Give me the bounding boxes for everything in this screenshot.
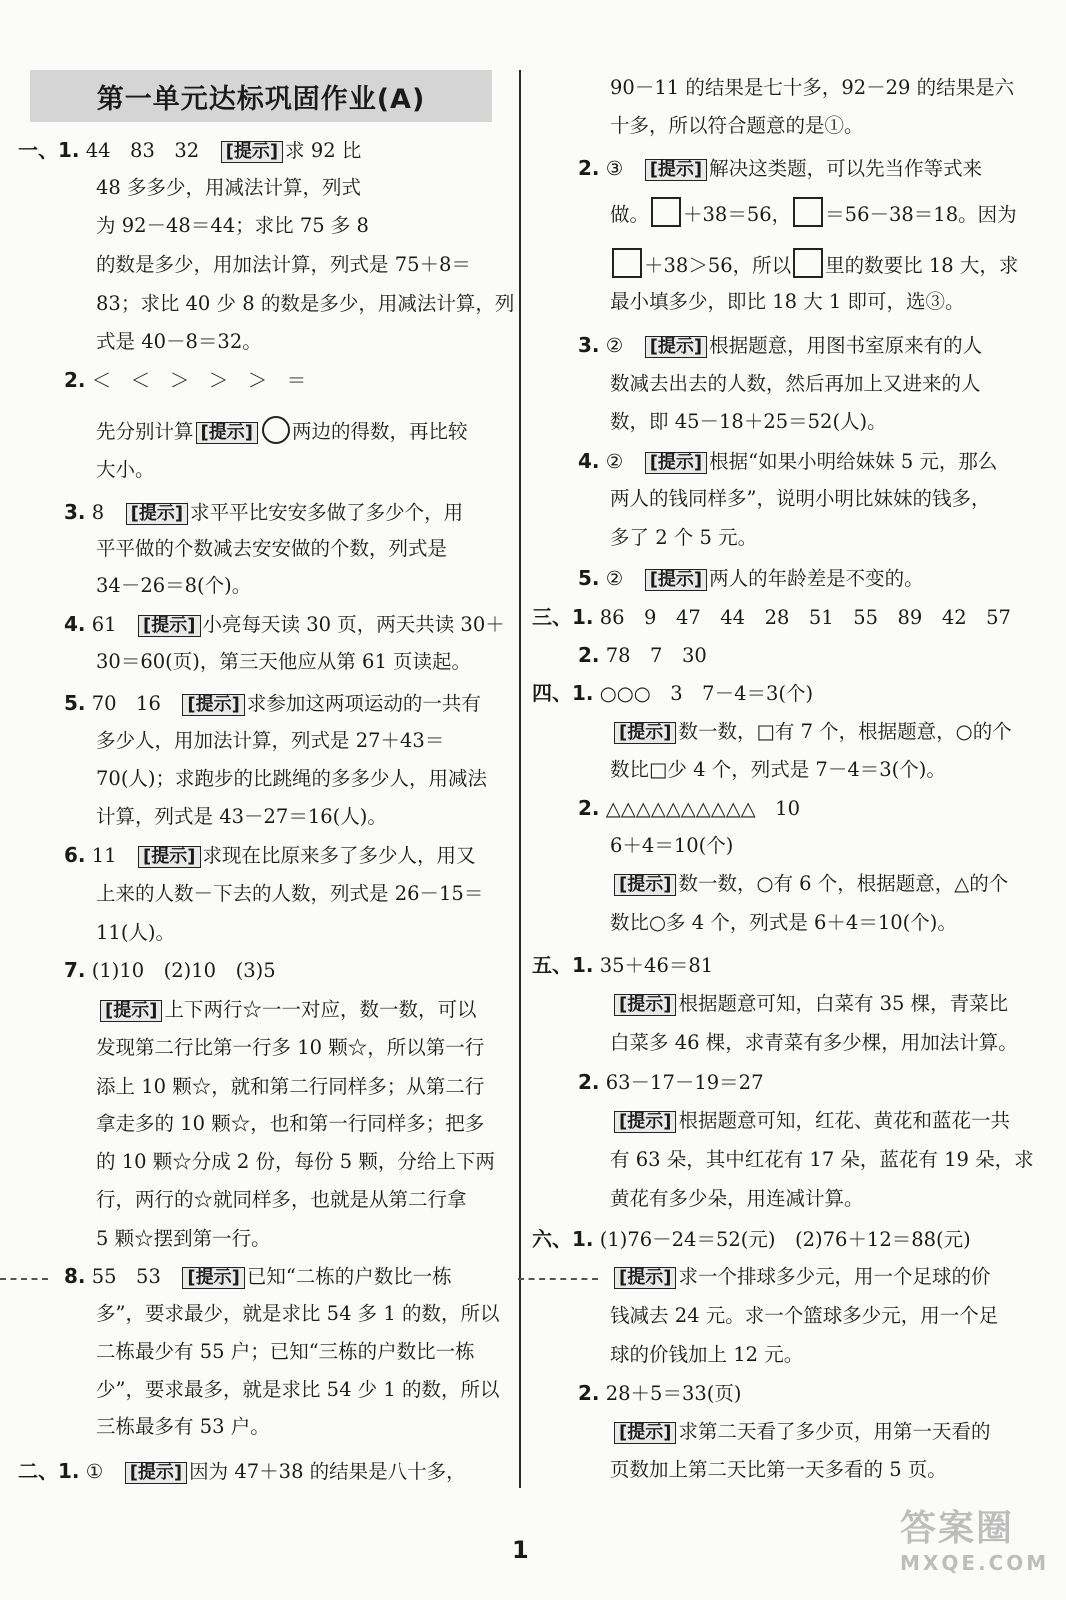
line-text: 平平做的个数减去安安做的个数，列式是	[96, 537, 448, 560]
line-text: 求参加这两项运动的一共有	[246, 692, 481, 715]
line-text: ②	[605, 567, 643, 590]
left-line	[18, 140, 361, 163]
question-number: 4.	[64, 612, 86, 636]
line-text: 数，即 45－18＋25＝52(人)。	[610, 410, 887, 433]
question-number: 2.	[578, 643, 600, 667]
left-line	[96, 216, 369, 236]
line-text: 行，两行的☆就同样多，也就是从第二行拿	[96, 1188, 467, 1211]
right-line	[610, 528, 757, 548]
right-line	[532, 607, 1011, 628]
line-text: ③	[605, 157, 643, 180]
left-line	[18, 1461, 466, 1484]
line-text: 多了 2 个 5 元。	[610, 526, 758, 549]
right-line	[610, 116, 864, 136]
blank-box	[793, 248, 823, 278]
line-text: 数比○多 4 个，列式是 6＋4＝10(个)。	[610, 911, 957, 934]
question-number: 3.	[64, 500, 86, 524]
line-text: 63－17－19＝27	[605, 1071, 764, 1094]
line-text: 先分别计算	[96, 420, 194, 443]
right-line	[610, 1189, 864, 1209]
question-number: 2.	[578, 1381, 600, 1405]
left-line	[96, 884, 483, 904]
line-text: 30＝60(页)，第三天他应从第 61 页读起。	[96, 650, 472, 673]
line-text: 多少人，用加法计算，列式是 27＋43＝	[96, 729, 445, 752]
hint-tag: [提示]	[614, 1111, 676, 1133]
line-text: 为 92－48＝44；求比 75 多 8	[96, 214, 369, 237]
line-text: 83；求比 40 少 8 的数是多少，用减法计算，列	[96, 292, 515, 315]
question-number: 3.	[578, 333, 600, 357]
left-line	[96, 255, 471, 275]
line-text: ○○○ 3 7－4＝3(个)	[599, 682, 814, 705]
dashed-rule-left	[0, 1278, 48, 1280]
line-text: ＜ ＜ ＞ ＞ ＞ ＝	[91, 369, 307, 392]
line-text: 根据题意，用图书室原来有的人	[709, 334, 983, 357]
line-text: 两人的钱同样多”，说明小明比妹妹的钱多，	[610, 487, 991, 510]
right-line	[578, 158, 982, 181]
hint-tag: [提示]	[614, 1422, 676, 1444]
hint-tag: [提示]	[125, 1462, 187, 1484]
line-text: 球的价钱加上 12 元。	[610, 1343, 804, 1366]
line-text: 计算，列式是 43－27＝16(人)。	[96, 805, 387, 828]
right-line	[610, 78, 1014, 98]
question-number: 2.	[578, 796, 600, 820]
line-text: 白菜多 46 棵，求青菜有多少棵，用加法计算。	[610, 1031, 1018, 1054]
right-line	[610, 1306, 998, 1326]
question-number: 1.	[572, 953, 594, 977]
line-text: ＋38＞56，所以	[644, 254, 792, 277]
right-line	[610, 248, 1018, 278]
right-line	[610, 1460, 947, 1480]
left-line	[96, 1342, 475, 1362]
line-text: 61	[91, 613, 137, 636]
section-label: 五、	[532, 953, 572, 977]
question-number: 4.	[578, 449, 600, 473]
line-text: 最小填多少，即比 18 大 1 即可，选③。	[610, 290, 965, 313]
line-text: 已知“二栋的户数比一栋	[246, 1265, 452, 1288]
left-line	[64, 502, 463, 525]
right-line	[578, 335, 982, 358]
line-text: ②	[605, 334, 643, 357]
line-text: 8	[91, 501, 124, 524]
line-text: 钱减去 24 元。求一个篮球多少元，用一个足	[610, 1304, 999, 1327]
left-line	[96, 1077, 484, 1097]
line-text: 上下两行☆一一对应，数一数，可以	[164, 998, 477, 1021]
title-banner	[30, 70, 492, 122]
line-text: 的 10 颗☆分成 2 份，每份 5 颗，分给上下两	[96, 1150, 495, 1173]
right-line	[532, 955, 713, 976]
line-text: 多”，要求最少，就是求比 54 多 1 的数，所以	[96, 1302, 500, 1325]
line-text: 拿走多的 10 颗☆，也和第一行同样多；把多	[96, 1112, 485, 1135]
line-text: 55 53	[91, 1265, 181, 1288]
left-line	[96, 1038, 484, 1058]
line-text: 因为 47＋38 的结果是八十多，	[189, 1460, 466, 1483]
left-line	[96, 178, 361, 198]
left-line	[96, 1229, 271, 1249]
left-line	[96, 1152, 495, 1172]
right-line	[610, 1150, 1034, 1170]
hint-tag: [提示]	[614, 722, 676, 744]
line-text: 70(人)；求跑步的比跳绳的多多少人，用减法	[96, 767, 488, 790]
hint-tag: [提示]	[196, 422, 258, 444]
line-text: 十多，所以符合题意的是①。	[610, 114, 864, 137]
line-text: 86 9 47 44 28 51 55 89 42 57	[599, 606, 1011, 629]
line-text: 35＋46＝81	[599, 954, 714, 977]
left-line	[64, 1266, 452, 1289]
right-line	[612, 1267, 990, 1289]
left-line	[96, 652, 471, 672]
line-text: 做。	[610, 203, 650, 226]
right-line	[578, 645, 707, 666]
hint-tag: [提示]	[645, 159, 707, 181]
line-text: 的数是多少，用加法计算，列式是 75＋8＝	[96, 253, 471, 276]
dashed-rule-right	[518, 1278, 598, 1280]
section-label: 二、	[18, 1459, 58, 1483]
hint-tag: [提示]	[182, 694, 244, 716]
question-number: 2.	[578, 1070, 600, 1094]
line-text: 求平平比安安多做了多少个，用	[190, 501, 464, 524]
hint-tag: [提示]	[614, 1267, 676, 1289]
line-text: 两人的年龄差是不变的。	[709, 567, 924, 590]
watermark-logo-text: 答案圈	[900, 1508, 1015, 1549]
line-text: 根据“如果小明给妹妹 5 元，那么	[709, 450, 998, 473]
line-text: 添上 10 颗☆，就和第二行同样多；从第二行	[96, 1075, 485, 1098]
line-text: 78 7 30	[605, 644, 707, 667]
right-line	[532, 683, 813, 704]
line-text: 两边的得数，再比较	[291, 420, 468, 443]
section-label: 四、	[532, 681, 572, 705]
left-line	[64, 845, 476, 868]
left-line	[96, 460, 155, 480]
line-text: 11(人)。	[96, 921, 176, 944]
line-text: 页数加上第二天比第一天多看的 5 页。	[610, 1458, 947, 1481]
question-number: 8.	[64, 1264, 86, 1288]
line-text: 有 63 朵，其中红花有 17 朵，蓝花有 19 朵，求	[610, 1148, 1034, 1171]
line-text: △△△△△△△△△△ 10	[605, 797, 800, 820]
left-line	[96, 294, 514, 314]
right-line	[578, 1383, 741, 1404]
line-text: 数减去出去的人数，然后再加上又进来的人	[610, 372, 981, 395]
right-line	[612, 1422, 990, 1444]
line-text: 发现第二行比第一行多 10 颗☆，所以第一行	[96, 1036, 485, 1059]
question-number: 1.	[572, 1227, 594, 1251]
left-line	[96, 539, 447, 559]
left-line	[64, 614, 505, 637]
line-text: 求现在比原来多了多少人，用又	[202, 844, 476, 867]
right-line	[610, 489, 990, 509]
hint-tag: [提示]	[614, 994, 676, 1016]
line-text: 里的数要比 18 大，求	[825, 254, 1019, 277]
line-text: 少”，要求最多，就是求比 54 少 1 的数，所以	[96, 1378, 500, 1401]
right-line	[610, 760, 946, 780]
line-text: 11	[91, 844, 137, 867]
line-text: 上来的人数－下去的人数，列式是 26－15＝	[96, 882, 484, 905]
section-label: 三、	[532, 605, 572, 629]
line-text: 二栋最少有 55 户；已知“三栋的户数比一栋	[96, 1340, 475, 1363]
line-text: 48 多多少，用减法计算，列式	[96, 176, 362, 199]
hint-tag: [提示]	[138, 615, 200, 637]
question-number: 1.	[58, 1459, 80, 1483]
left-line	[96, 416, 467, 444]
right-line	[610, 1345, 803, 1365]
line-text: 数一数，○有 6 个，根据题意，△的个	[678, 872, 1009, 895]
right-line	[612, 1111, 1010, 1133]
left-line	[96, 769, 487, 789]
question-number: 2.	[578, 156, 600, 180]
right-line	[532, 1229, 971, 1250]
question-number: 5.	[578, 566, 600, 590]
line-text: 黄花有多少朵，用连减计算。	[610, 1187, 864, 1210]
section-label: 六、	[532, 1227, 572, 1251]
blank-box	[793, 197, 823, 227]
right-line	[578, 568, 924, 591]
blank-box	[651, 197, 681, 227]
left-line	[96, 1417, 270, 1437]
line-text: 34－26＝8(个)。	[96, 574, 252, 597]
line-text: 小亮每天读 30 页，两天共读 30＋	[202, 613, 505, 636]
line-text: 数比□少 4 个，列式是 7－4＝3(个)。	[610, 758, 946, 781]
line-text: 大小。	[96, 458, 155, 481]
hint-tag: [提示]	[645, 569, 707, 591]
line-text: ＝56－38＝18。因为	[825, 203, 1017, 226]
question-number: 6.	[64, 843, 86, 867]
right-line	[610, 913, 957, 933]
hint-tag: [提示]	[182, 1267, 244, 1289]
right-line	[578, 451, 997, 474]
question-number: 1.	[58, 138, 80, 162]
line-text: (1)76－24＝52(元) (2)76＋12＝88(元)	[599, 1228, 971, 1251]
left-line	[64, 370, 306, 391]
column-divider	[519, 70, 521, 1488]
line-text: 数一数，□有 7 个，根据题意，○的个	[678, 720, 1012, 743]
hint-tag: [提示]	[138, 846, 200, 868]
right-line	[612, 722, 1012, 744]
watermark-logo	[900, 1500, 1049, 1575]
left-line	[96, 1190, 467, 1210]
left-line	[98, 1000, 476, 1022]
left-line	[64, 693, 481, 716]
right-line	[610, 412, 887, 432]
left-line	[96, 1304, 499, 1324]
left-line	[96, 731, 444, 751]
line-text: 三栋最多有 53 户。	[96, 1415, 270, 1438]
left-line	[96, 807, 387, 827]
right-line	[610, 836, 733, 856]
line-text: 70 16	[91, 692, 181, 715]
hint-tag: [提示]	[645, 336, 707, 358]
compare-circle	[262, 416, 290, 444]
left-line	[96, 332, 262, 352]
right-line	[610, 292, 965, 312]
line-text: ＋38＝56，	[683, 203, 792, 226]
page-title: 第一单元达标巩固作业(A)	[96, 83, 426, 115]
line-text: 28＋5＝33(页)	[605, 1382, 742, 1405]
line-text: (1)10 (2)10 (3)5	[91, 959, 276, 982]
line-text: 式是 40－8＝32。	[96, 330, 262, 353]
left-line	[96, 1380, 499, 1400]
question-number: 1.	[572, 605, 594, 629]
line-text: 根据题意可知，红花、黄花和蓝花一共	[678, 1109, 1010, 1132]
question-number: 1.	[572, 681, 594, 705]
right-line	[610, 1033, 1018, 1053]
left-line	[96, 1114, 484, 1134]
right-line	[578, 798, 800, 819]
question-number: 7.	[64, 958, 86, 982]
line-text: 6＋4＝10(个)	[610, 834, 734, 857]
hint-tag: [提示]	[100, 1000, 162, 1022]
hint-tag: [提示]	[614, 874, 676, 896]
line-text: 求第二天看了多少页，用第一天看的	[678, 1420, 991, 1443]
hint-tag: [提示]	[221, 141, 283, 163]
line-text: 求一个排球多少元，用一个足球的价	[678, 1265, 991, 1288]
question-number: 2.	[64, 368, 86, 392]
blank-box	[612, 248, 642, 278]
left-line	[96, 923, 175, 943]
line-text: ①	[85, 1460, 123, 1483]
hint-tag: [提示]	[126, 503, 188, 525]
line-text: 根据题意可知，白菜有 35 棵，青菜比	[678, 992, 1009, 1015]
right-line	[610, 197, 1017, 227]
left-line	[64, 960, 276, 981]
line-text: 5 颗☆摆到第一行。	[96, 1227, 271, 1250]
question-number: 5.	[64, 691, 86, 715]
line-text: ②	[605, 450, 643, 473]
right-line	[612, 874, 1008, 896]
watermark-url: MXQE.COM	[900, 1551, 1050, 1575]
line-text: 90－11 的结果是七十多，92－29 的结果是六	[610, 76, 1015, 99]
right-line	[610, 374, 981, 394]
line-text: 求 92 比	[285, 139, 362, 162]
page-number: 1	[512, 1536, 529, 1564]
left-line	[96, 576, 251, 596]
line-text: 解决这类题，可以先当作等式来	[709, 157, 983, 180]
right-line	[612, 994, 1008, 1016]
section-label: 一、	[18, 138, 58, 162]
right-line	[578, 1072, 763, 1093]
hint-tag: [提示]	[645, 452, 707, 474]
line-text: 44 83 32	[85, 139, 219, 162]
